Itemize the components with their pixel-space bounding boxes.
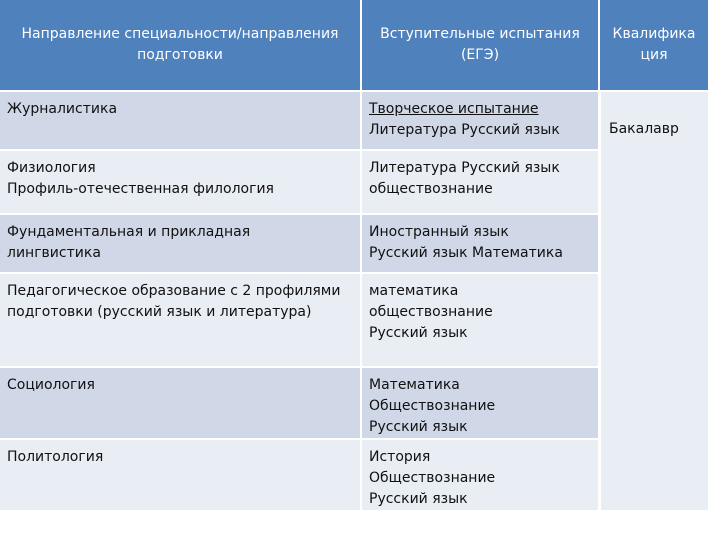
exam-line: Русский язык	[369, 325, 468, 341]
exam-line: обществознание	[369, 304, 493, 320]
header-direction	[0, 0, 360, 90]
table-row	[0, 274, 598, 366]
exam-line: Обществознание	[369, 470, 496, 486]
exams-cell	[360, 92, 598, 149]
exams-cell	[360, 215, 598, 272]
table-row	[0, 151, 598, 213]
exams-cell	[360, 368, 598, 438]
exams-cell	[360, 151, 598, 213]
header-qualification-label: Квалифика ция	[612, 26, 696, 63]
exams-cell	[360, 274, 598, 366]
direction-cell	[0, 440, 360, 510]
qualification-cell	[599, 92, 708, 510]
exam-line: обществознание	[369, 181, 493, 197]
qualification-value: Бакалавр	[609, 121, 679, 137]
direction-line: Профиль-отечественная филология	[7, 181, 274, 197]
header-qualification	[600, 0, 708, 90]
exam-line: Русский язык Математика	[369, 245, 563, 261]
exam-line: математика	[369, 283, 459, 299]
header-exams-label: Вступительные испытания (ЕГЭ)	[380, 26, 580, 63]
direction-line: Журналистика	[7, 101, 118, 117]
exam-line: Творческое испытание	[369, 101, 539, 117]
direction-line: Фундаментальная и прикладная	[7, 224, 251, 240]
exam-line: Обществознание	[369, 398, 496, 414]
exams-cell	[360, 440, 598, 510]
direction-cell	[0, 368, 360, 438]
table-row	[0, 92, 598, 149]
header-exams	[362, 0, 598, 90]
table-row	[0, 440, 598, 510]
direction-line: Физиология	[7, 160, 96, 176]
exam-line: Математика	[369, 377, 460, 393]
table-row	[0, 368, 598, 438]
table-row	[0, 215, 598, 272]
direction-cell	[0, 151, 360, 213]
direction-cell	[0, 215, 360, 272]
direction-line: лингвистика	[7, 245, 101, 261]
direction-line: подготовки (русский язык и литература)	[7, 304, 312, 320]
exam-line: Литература Русский язык	[369, 122, 560, 138]
exam-line: Русский язык	[369, 419, 468, 435]
direction-line: Педагогическое образование с 2 профилями	[7, 283, 341, 299]
exam-line: История	[369, 449, 431, 465]
header-direction-label: Направление специальности/направления подготовки	[21, 26, 339, 63]
direction-cell	[0, 274, 360, 366]
direction-cell	[0, 92, 360, 149]
exam-line: Литература Русский язык	[369, 160, 560, 176]
direction-line: Политология	[7, 449, 104, 465]
exam-line: Иностранный язык	[369, 224, 509, 240]
direction-line: Социология	[7, 377, 95, 393]
exam-line: Русский язык	[369, 491, 468, 507]
